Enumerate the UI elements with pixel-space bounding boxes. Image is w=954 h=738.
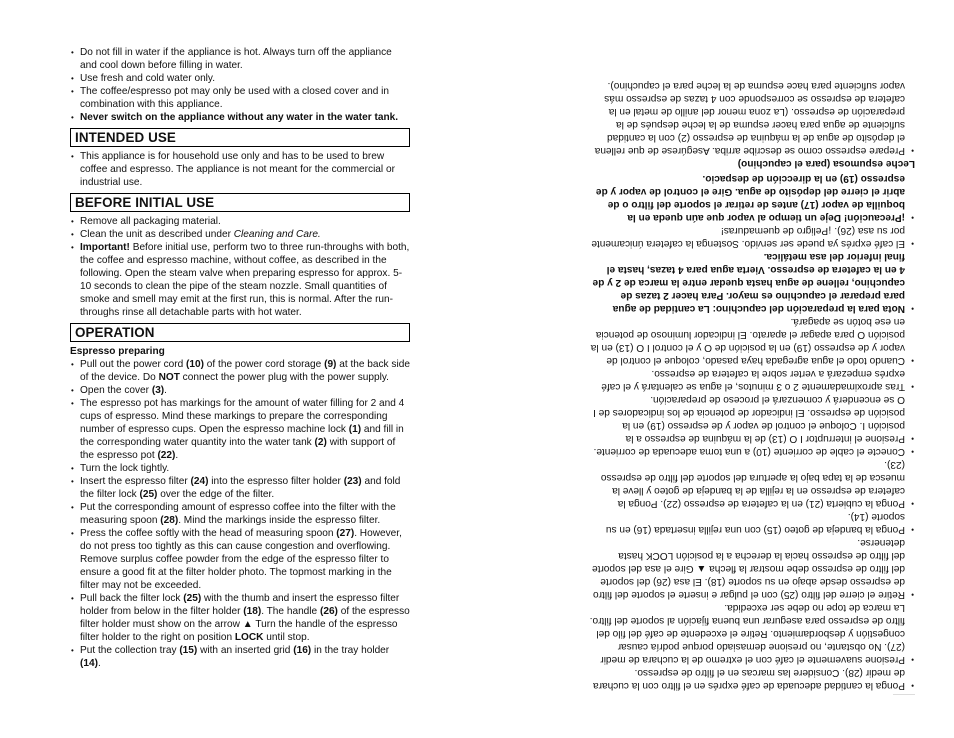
t: at the back side of the device. Do [80, 359, 410, 383]
item-text: Ponga la cantidad adecuada de café exprés en el filtro con la cuchara de medir (28). Considere las marcas en el filtro de espresso. [593, 667, 905, 691]
t: NOT [158, 372, 180, 383]
list-item [70, 85, 410, 111]
item-text: Conecte el cable de corriente (10) a una toma adecuada de corriente. [593, 446, 905, 457]
intended-list [70, 150, 410, 189]
item-text: Tras aproximadamente 2 o 3 minutos, el agua se calentará y el café exprés empezará a verter sobre la cafetera de espresso. [601, 368, 905, 392]
list-item [589, 458, 915, 510]
item-text: Never switch on the appliance without any water in the water tank. [80, 112, 399, 123]
t: Open the cover [80, 385, 152, 396]
t: Press the coffee softly with the head of measuring spoon [80, 528, 337, 539]
t: (16) [293, 645, 312, 656]
list-item [589, 510, 915, 536]
t: . However, do not press too tightly as this can cause congestion and overflowing. Remove surplus coffee powder from the edge of the espresso filter to ensure a good fit at the filter holder photo. The topmost marking in the filter may not be exceeded. [80, 528, 402, 591]
item-text: Cuando todo el agua agregada haya pasado, coloque el control de vapor y de espresso (19) en la posición de O y el control I O (13) en la posición O para apagar el aparato. El indicador luminoso de potencia en ese botón se apagará. [590, 316, 905, 366]
t: (24) [190, 476, 209, 487]
list-item [70, 228, 410, 241]
list-item [70, 501, 410, 527]
section-title: BEFORE INITIAL USE [75, 195, 215, 210]
t: Insert the espresso filter [80, 476, 191, 487]
divider [893, 694, 915, 695]
list-item [70, 150, 410, 189]
t: The espresso pot has markings for the amount of water filling for 2 and 4 cups of espresso. Mind these markings to prepare the corresponding number of espresso cups. Open the espresso machine lock [80, 398, 405, 435]
list-item [70, 475, 410, 501]
t: (28) [160, 515, 179, 526]
t: (1) [348, 424, 362, 435]
before-list [70, 215, 410, 319]
list-item [589, 172, 915, 224]
t: and fill in the corresponding water quantity into the water tank [80, 424, 404, 448]
item-text: Presione el interruptor I O (13) de la máquina de espresso a la posición I. Coloque el control de vapor y de espresso (19) en la posición de espresso. El indicador de potencia de los indicadores de I O se encenderá y comenzará el proceso de preparación. [593, 394, 905, 444]
list-item [589, 445, 915, 458]
t: (18) [243, 606, 262, 617]
item-text: Before initial use, perform two to three run-throughs with both, the coffee and espresso machine, without coffee, as described in the following. Open the steam valve when preparing espresso for approx. 5-10 seconds to clean the pipe of the steam nozzle. Small quantities of smoke and smell may emit at the first run, this is normal. After the run-throughs rinse all detachable parts with hot water. [80, 242, 410, 318]
item-text: El café exprés ya puede ser servido. Sostenga la cafetera únicamente por su asa (26). ¡Peligro de quemaduras! [591, 225, 905, 249]
list-item [70, 111, 410, 124]
item-text: This appliance is for household use only and has to be used to brew coffee and espresso. The appliance is not meant for the commercial or industrial use. [80, 151, 395, 188]
item-text: Retire el cierre del filtro (25) con el pulgar e inserte el soporte del filtro de espresso desde abajo en su soporte (18). El asa (26) del soporte del filtro de espresso debe mostrar la flecha ▲ Gire el asa del soporte del filtro de espresso hacia la derecha a la posición LOCK hasta detenerse. [592, 537, 905, 600]
item-text: Ponga la bandeja de goteo (15) con una rejilla insertada (16) en su soporte (14). [605, 511, 905, 535]
list-item [70, 527, 410, 592]
t: over the edge of the filter. [157, 489, 275, 500]
t: Turn the lock tightly. [80, 463, 170, 474]
list-item [70, 384, 410, 397]
item-text: Prepare espresso como se describe arriba. Asegúrese de que rellena el depósito de agua de la máquina de espresso (2) con la cantidad suficiente de agua para hacer espuma de la leche después de la preparación de espresso. (La zona menor del anillo de metal en la cafetera de espresso se corresponde con 4 tazas de espresso más vapor suficiente para hace espuma de la leche para el capuchino). [594, 80, 905, 156]
spanish-list [589, 172, 915, 692]
t: with the thumb and insert the espresso filter holder from below in the filter holder [80, 593, 400, 617]
t: with an inserted grid [197, 645, 294, 656]
t: of the power cord storage [204, 359, 325, 370]
t: until stop. [263, 632, 310, 643]
t: (27) [336, 528, 355, 539]
t: (9) [324, 359, 337, 370]
t: Put the corresponding amount of espresso coffee into the filter with the measuring spoon [80, 502, 396, 526]
list-item [589, 224, 915, 250]
item-text: Use fresh and cold water only. [80, 73, 216, 84]
list-item [70, 358, 410, 384]
list-item [70, 397, 410, 462]
english-column [70, 46, 410, 670]
t: (22) [157, 450, 176, 461]
item-text: Do not fill in water if the appliance is hot. Always turn off the appliance and cool down before filling in water. [80, 47, 392, 71]
t: LOCK [234, 632, 264, 643]
t: (25) [139, 489, 158, 500]
list-item [70, 72, 410, 85]
arrow-up-icon: ▲ [242, 619, 253, 630]
item-text: Presione suavemente el café con el extremo de la cuchara de medir (27). No obstante, no presione demasiado porque podría causar congestión y desbordamiento. Retire el excedente de café del filo del filtro de espresso para asegurar una buena fijación al soporte del filtro. La marca de tope no debe ser excedida. [589, 602, 905, 665]
t: . The handle [261, 606, 320, 617]
list-item [70, 241, 410, 319]
list-item [589, 250, 915, 315]
item-text: The coffee/espresso pot may only be used with a closed cover and in combination with this appliance. [80, 86, 389, 110]
intro-list [70, 46, 410, 124]
section-title: OPERATION [75, 325, 155, 340]
t: . [97, 658, 101, 669]
t: Turn the handle of the espresso filter holder to the right on position [80, 619, 398, 643]
subhead-leche-espumosa: Leche espumosa (para el capuchino) [737, 158, 915, 169]
leche-list [589, 79, 915, 157]
t: (3) [151, 385, 165, 396]
t: into the espresso filter holder [208, 476, 344, 487]
list-item [70, 215, 410, 228]
t: . Mind the markings inside the espresso filter. [178, 515, 381, 526]
item-text: Nota para la preparación del capuchino: La cantidad de agua para preparar el capuchino es mayor. Para hacer 2 tazas de capuchino, rellene de agua hasta quedar entre la marca de 2 y de 4 en la cafetera de espresso. Vierta agua para 4 tazas, hasta el final inferior del asa metálica. [592, 251, 905, 314]
t: connect the power plug with the power supply. [179, 372, 389, 383]
section-header-intended-use [70, 128, 410, 147]
t: with support of the espresso pot [80, 437, 396, 461]
t: of the espresso filter holder must show on the arrow [80, 606, 410, 630]
spanish-column-upside-down [589, 46, 915, 692]
section-title: INTENDED USE [75, 130, 176, 145]
item-text: Remove all packaging material. [80, 216, 221, 227]
list-item [589, 601, 915, 666]
t: . [164, 385, 167, 396]
t: (25) [183, 593, 202, 604]
operation-list [70, 358, 410, 670]
t: in the tray holder [311, 645, 390, 656]
t: (14) [80, 658, 98, 669]
list-item [589, 393, 915, 445]
item-text-bold: Important! [80, 242, 130, 253]
list-item [589, 367, 915, 393]
t: Pull back the filter lock [80, 593, 184, 604]
t: (2) [314, 437, 327, 448]
t: Pull out the power cord [80, 359, 187, 370]
t: . [175, 450, 179, 461]
t: Put the collection tray [80, 645, 180, 656]
item-text: Ponga la cubierta (21) en la cafetera de espresso (22). Ponga la cafetera de espresso en la rejilla de la bandeja de goteo y lleve la muesca de la tapa bajo la apertura del soporte del filtro de espresso (23). [600, 459, 905, 509]
list-item [70, 46, 410, 72]
t: (10) [186, 359, 204, 370]
t: (15) [179, 645, 198, 656]
item-text: Clean the unit as described under [80, 229, 231, 240]
subhead-espresso-preparing: Espresso preparing [70, 346, 165, 357]
item-text-italic: Cleaning and Care. [233, 229, 321, 240]
list-item [589, 666, 915, 692]
list-item [70, 592, 410, 644]
list-item [589, 315, 915, 367]
t: (26) [319, 606, 338, 617]
list-item [589, 79, 915, 157]
list-item [589, 536, 915, 601]
section-header-before-initial-use [70, 193, 410, 212]
list-item [70, 462, 410, 475]
t: (23) [343, 476, 362, 487]
list-item [70, 644, 410, 670]
t: and fold the filter lock [80, 476, 401, 500]
item-text: ¡Precaución! Deje un tiempo al vapor que aún queda en la boquilla de vapor (17) antes de retirar el soporte del filtro o de abrir el cierre del depósito de agua. Gire el control de vapor y de espresso (19) en la dirección de despacio. [595, 173, 905, 223]
section-header-operation [70, 323, 410, 342]
